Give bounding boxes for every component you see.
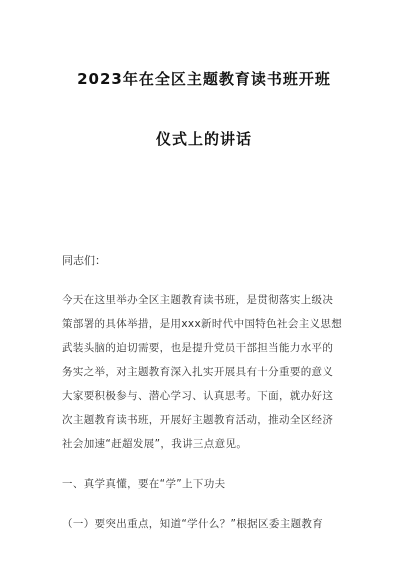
paragraph-line: 务实之举，对主题教育深入扎实开展具有十分重要的意义 [62, 366, 334, 378]
document-title-line2: 仪式上的讲话 [155, 130, 252, 148]
section-heading-1: 一、真学真懂，要在“学”上下功夫 [62, 478, 226, 490]
document-title-line1: 2023年在全区主题教育读书班开班 [77, 70, 331, 88]
paragraph-line: 今天在这里举办全区主题教育读书班，是贯彻落实上级决 [62, 294, 334, 306]
salutation: 同志们： [62, 254, 106, 267]
paragraph-line: 策部署的具体举措，是用xxx新时代中国特色社会主义思想 [62, 318, 343, 330]
paragraph-line: 武装头脑的迫切需要，也是提升党员干部担当能力水平的 [62, 342, 334, 354]
paragraph-line: 社会加速“赶超发展”，我讲三点意见。 [62, 438, 248, 450]
subpoint-1: （一）要突出重点，知道“学什么？”根据区委主题教育 [62, 518, 324, 530]
paragraph-line: 大家要积极参与、潜心学习、认真思考。下面，就办好这 [62, 390, 334, 402]
paragraph-line: 次主题教育读书班，开展好主题教育活动，推动全区经济 [62, 414, 334, 426]
